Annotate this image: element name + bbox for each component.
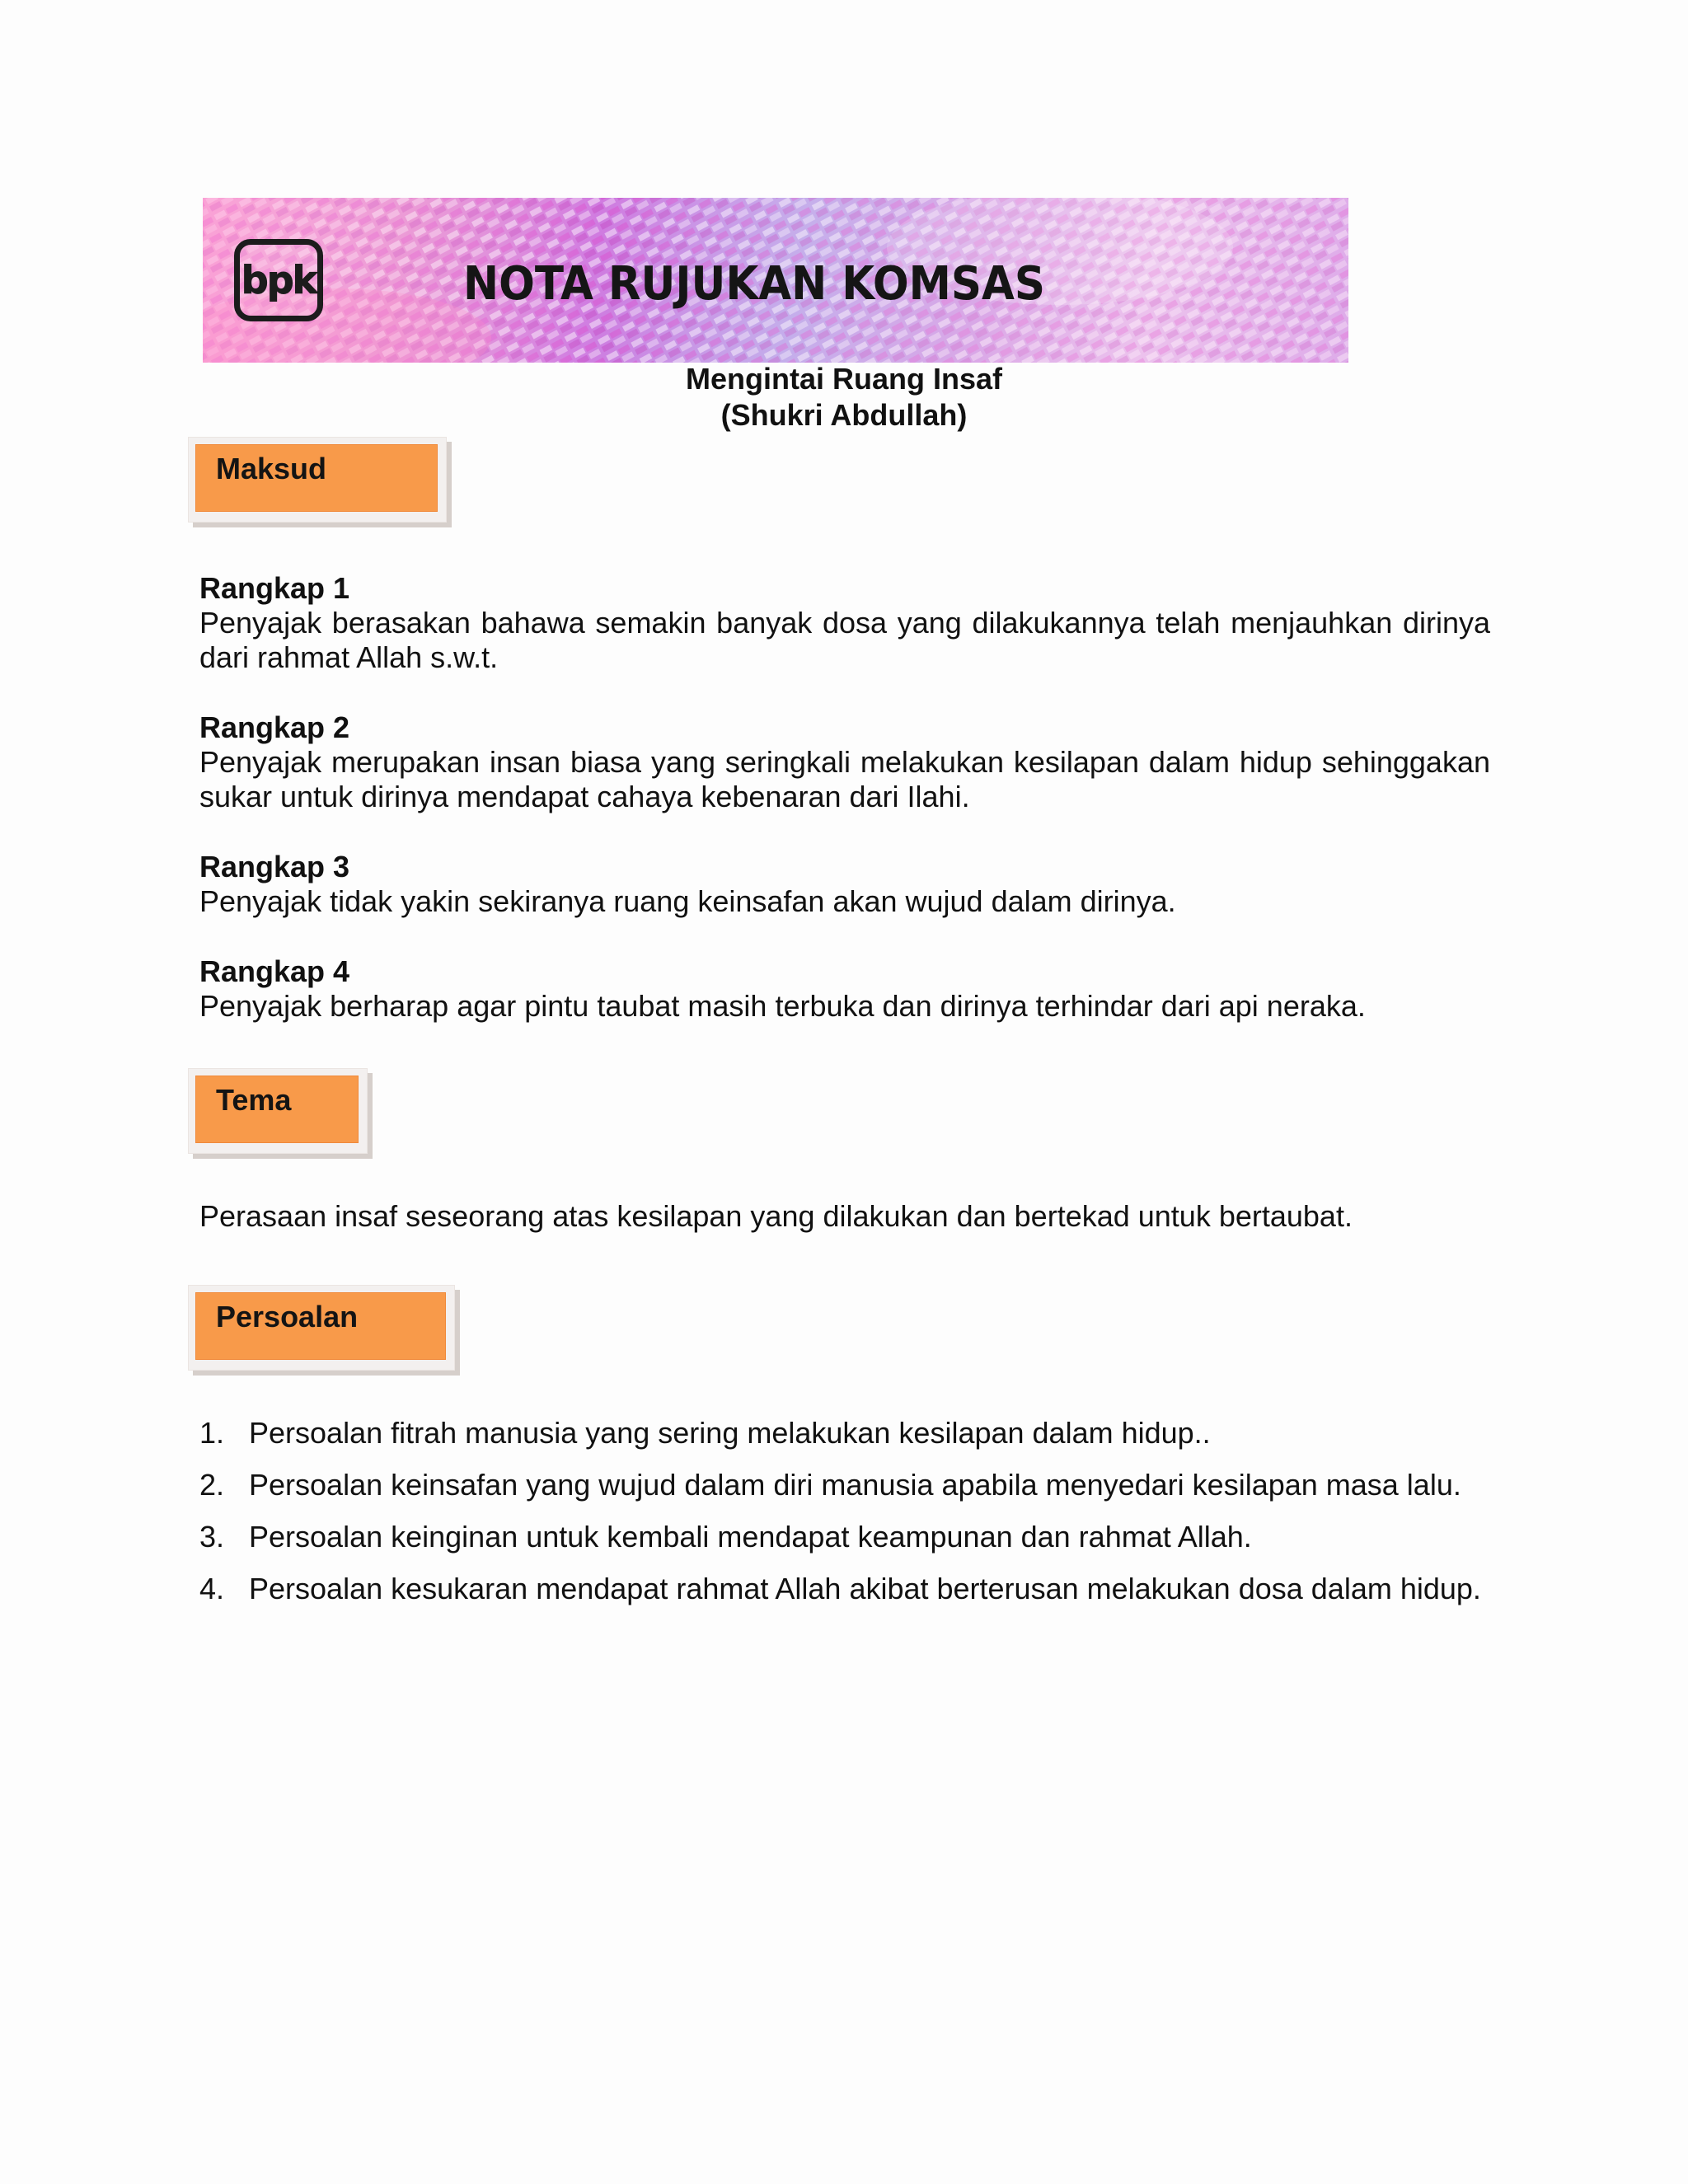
stanza-4 [199,954,1490,1024]
banner-title: NOTA RUJUKAN KOMSAS [463,257,1045,311]
section-label-persoalan: Persoalan [216,1300,359,1333]
list-item [199,1563,1490,1615]
header-banner [203,198,1348,363]
document-title-block [203,361,1485,434]
section-label-tema: Tema [216,1083,292,1117]
bpk-logo [234,239,323,321]
list-item [199,1511,1490,1563]
stanza-3 [199,850,1490,919]
list-item-number: 1. [199,1416,225,1450]
list-item-number: 3. [199,1520,225,1554]
section-header-persoalan [188,1285,455,1371]
section-header-tema [188,1068,368,1154]
list-item [199,1407,1490,1459]
persoalan-list [199,1407,1490,1615]
stanza-heading: Rangkap 1 [199,571,350,605]
stanza-heading: Rangkap 3 [199,850,350,883]
poem-title: Mengintai Ruang Insaf [685,362,1002,396]
list-item-text: Persoalan kesukaran mendapat rahmat Allah akibat berterusan melakukan dosa dalam hidup. [249,1572,1481,1605]
stanza-text: Penyajak berasakan bahawa semakin banyak dosa yang dilakukannya telah menjauhkan dirinya dari rahmat Allah s.w.t. [199,606,1490,674]
stanza-heading: Rangkap 4 [199,954,350,988]
list-item [199,1459,1490,1511]
poem-author: (Shukri Abdullah) [720,398,968,432]
stanza-text: Penyajak berharap agar pintu taubat masih terbuka dan dirinya terhindar dari api neraka. [199,989,1366,1023]
list-item-text: Persoalan keinginan untuk kembali mendapat keampunan dan rahmat Allah. [249,1520,1252,1554]
tema-text: Perasaan insaf seseorang atas kesilapan yang dilakukan dan bertekad untuk bertaubat. [199,1199,1353,1233]
stanza-1 [199,571,1490,675]
stanza-text: Penyajak merupakan insan biasa yang seringkali melakukan kesilapan dalam hidup sehinggakan sukar untuk dirinya mendapat cahaya kebenaran dari Ilahi. [199,745,1490,813]
section-header-maksud [188,437,447,523]
list-item-text: Persoalan fitrah manusia yang sering melakukan kesilapan dalam hidup.. [249,1416,1211,1450]
section-label-maksud: Maksud [216,452,327,485]
list-item-number: 4. [199,1572,225,1605]
list-item-number: 2. [199,1468,225,1502]
stanza-text: Penyajak tidak yakin sekiranya ruang keinsafan akan wujud dalam dirinya. [199,884,1176,918]
stanza-heading: Rangkap 2 [199,710,350,744]
bpk-logo-text: bpk [241,258,316,302]
stanza-2 [199,710,1490,814]
list-item-text: Persoalan keinsafan yang wujud dalam diri manusia apabila menyedari kesilapan masa lalu. [249,1468,1461,1502]
